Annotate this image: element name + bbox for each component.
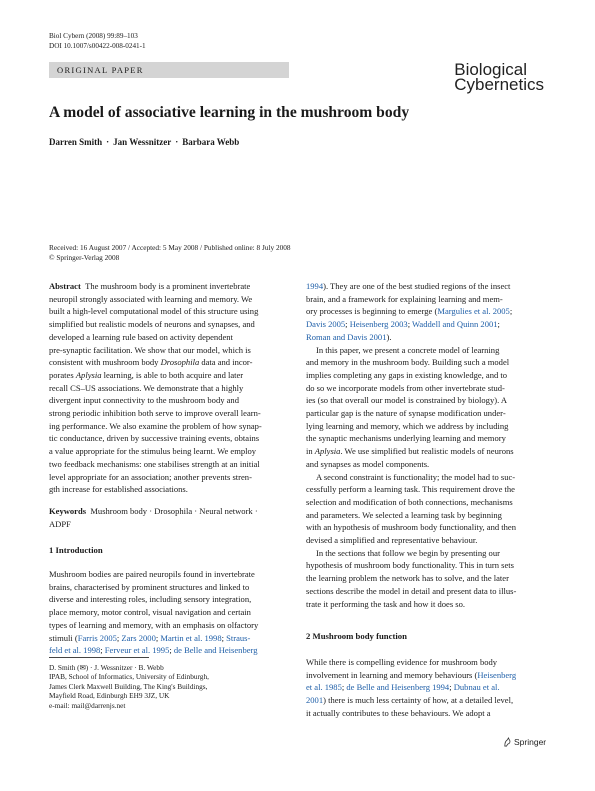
body-text: While there is compelling evidence for mushroom body [306, 657, 498, 667]
affiliation-names: D. Smith (✉) · J. Wessnitzer · B. Webb [49, 663, 164, 672]
abstract-text: gth increase for established associations. [49, 484, 188, 495]
dates-line: Received: 16 August 2007 / Accepted: 5 May 2008 / Published online: 8 July 2008 [49, 243, 291, 252]
affiliation-line: James Clerk Maxwell Building, The King's Buildings, [49, 681, 208, 691]
citation-link[interactable]: Zars 2000 [121, 632, 156, 643]
body-text: the synaptic mechanisms underlying learning and memory [306, 433, 506, 444]
abstract-text: recall CS–US associations. We demonstrate that a highly [49, 382, 244, 393]
intro-line: diverse and interesting roles, including sensory integration, [49, 594, 252, 605]
publication-dates [49, 243, 291, 263]
body-text: In this paper, we present a concrete model of learning [316, 344, 500, 355]
keywords-text: ADPF [49, 518, 71, 529]
body-text: and memory in the mushroom body. Building such a model [306, 357, 510, 368]
body-text: . We use simplified but realistic models of neurons [340, 446, 514, 457]
citation-link[interactable]: Davis 2005 [306, 319, 346, 330]
citation-link[interactable]: de Belle and Heisenberg [173, 645, 258, 656]
abstract-text: data and incor- [201, 357, 253, 368]
journal-citation: Biol Cybern (2008) 99:89–103 [49, 32, 138, 40]
author-list [49, 137, 239, 147]
abstract-text: a value appropriate for the stimulus being learnt. We employ [49, 446, 257, 457]
author-affiliation [49, 663, 209, 710]
body-text: ory processes is beginning to emerge ( [306, 306, 438, 317]
body-text: ). They are one of the best studied regions of the insect [323, 281, 511, 291]
body-text: trate it performing the task and how it does so. [306, 598, 466, 609]
author-separator: · [175, 137, 179, 147]
body-text: In the sections that follow we begin by presenting our [316, 547, 500, 558]
body-text: ) there is much less certainty of how, at a detailed level, [323, 695, 514, 706]
journal-logo [454, 62, 544, 92]
journal-logo-line2: Cybernetics [454, 75, 544, 94]
abstract-text: pre-synaptic facilitation. We show that our model, which is [49, 344, 251, 355]
body-text: in [306, 446, 313, 457]
citation-link[interactable]: Straus- [226, 632, 251, 643]
author-name: Jan Wessnitzer [113, 137, 172, 147]
section-heading-mushroom-body-function: 2 Mushroom body function [306, 631, 407, 641]
abstract-text: The mushroom body is a prominent invertebrate [85, 281, 251, 291]
citation-link[interactable]: Heisenberg 2003 [349, 319, 408, 330]
citation-link[interactable]: feld et al. 1998 [49, 645, 101, 656]
journal-logo-line1: Biological [454, 60, 527, 79]
body-text: and parameters. We selected a learning task by beginning [306, 509, 502, 520]
citation-link[interactable]: Waddell and Quinn 2001 [412, 319, 498, 330]
abstract-text: neuropil strongly associated with learning and memory. We [49, 293, 253, 304]
citation-link[interactable]: Ferveur et al. 1995 [104, 645, 170, 656]
body-text: implies completing any gaps in existing knowledge, and to [306, 369, 508, 380]
body-text: it actually contributes to these behaviours. We adopt a [306, 707, 491, 718]
body-text: the learning problem the network has to solve, and the later [306, 573, 509, 584]
abstract-text: tic conductance, driven by successive training events, obtains [49, 433, 260, 444]
citation-link[interactable]: 2001 [306, 695, 324, 706]
doi: DOI 10.1007/s00422-008-0241-1 [49, 42, 146, 50]
author-name: Darren Smith [49, 137, 103, 147]
abstract-text: divergent input connectivity to the mushroom body and [49, 395, 239, 406]
abstract-text: strong periodic inhibition both serve to improve overall learn- [49, 408, 261, 419]
citation-link[interactable]: et al. 1985 [306, 682, 342, 693]
body-text: cessfully perform a learning task. This requirement drove the [306, 484, 515, 495]
affiliation-email: e-mail: mail@darrenjs.net [49, 700, 126, 710]
body-text: particular gap is the nature of synapse modification under- [306, 408, 506, 419]
publisher-logo [503, 737, 546, 747]
springer-horse-icon [503, 737, 512, 747]
publisher-name: Springer [514, 737, 547, 747]
article-type-banner [49, 62, 289, 78]
article-type-label: ORIGINAL PAPER [57, 65, 144, 75]
copyright-line: © Springer-Verlag 2008 [49, 253, 120, 262]
keywords-text: Mushroom body · Drosophila · Neural network · [90, 506, 258, 516]
body-text: do so we incorporate models from other invertebrate stud- [306, 382, 505, 393]
author-separator: · [106, 137, 110, 147]
abstract-label: Abstract [49, 281, 81, 291]
keywords-label: Keywords [49, 506, 87, 516]
introduction-text: Mushroom bodies are paired neuropils found in invertebrate brains, characterised by prominent structures and linked to diverse and interesting roles, including sensory integration, place memory, motor control, visual navigation and certain types of learning and memory, with an emphasis on olfactory stimuli (Farris 2005; Zars 2000; Martin et al. 1998; Straus- feld et al. 1998; Ferveur et al. 1995; de Belle and Heisenberg [49, 568, 289, 657]
abstract-text: consistent with mushroom body [49, 357, 159, 368]
citation-link[interactable]: Dubnau et al. [453, 682, 500, 693]
intro-line: types of learning and memory, with an emphasis on olfactory [49, 619, 259, 630]
abstract-text: simplified but realistic models of neurons and synapses, and [49, 319, 255, 330]
section-two-text: While there is compelling evidence for mushroom body involvement in learning and memory behaviours (Heisenberg et al. 1985; de Belle and Heisenberg 1994; Dubnau et al. 2001) there is much less certainty of how, at a detailed level, it actually contributes to these behaviours. We adopt a [306, 656, 546, 720]
abstract-text: two feedback mechanisms: one stabilises strength at an initial [49, 458, 260, 469]
body-text: selection and modification of both connections, mechanisms [306, 496, 513, 507]
right-column-text: 1994). They are one of the best studied regions of the insect brain, and a framework for explaining learning and mem- ory processes is beginning to emerge (Margulies et al. 2005; Davis 2005; Heisenberg 2003; Waddell and Quinn 2001; Roman and Davis 2001). In this paper, we present a concrete model of learning and memory in the mushroom body. Building such a model implies completing any gaps in existing knowledge, and to do so we incorporate models from other invertebrate stud- ies (so that overall our model is constrained by biology). A particular gap is the nature of synapse modification under- lying learning and memory, which we address by including the synaptic mechanisms underlying learning and memory in Aplysia. We use simplified but realistic models of neurons and synapses as model components. A second constraint is functionality; the model had to suc- cessfully perform a learning task. This requirement drove the selection and modification of both connections, mechanisms and parameters. We selected a learning task by beginning with an hypothesis of mushroom body functionality, and then devised a simplified and representative behaviour. In the sections that follow we begin by presenting our hypothesis of mushroom body functionality. This in turn sets the learning problem the network has to solve, and the later sections describe the model in detail and present data to illus- trate it performing the task and how it does so. [306, 280, 546, 610]
body-text: lying learning and memory, which we address by including [306, 420, 509, 431]
species-name: Aplysia [314, 446, 341, 457]
body-text: brain, and a framework for explaining learning and mem- [306, 293, 503, 304]
citation-link[interactable]: Roman and Davis 2001 [306, 331, 387, 342]
author-name: Barbara Webb [182, 137, 240, 147]
citation-link[interactable]: Heisenberg [477, 669, 517, 680]
intro-line: stimuli ( [49, 632, 78, 643]
body-text: with an hypothesis of mushroom body functionality, and then [306, 522, 517, 533]
body-text: involvement in learning and memory behaviours ( [306, 669, 478, 680]
body-text: ies (so that overall our model is constrained by biology). A [306, 395, 508, 406]
citation-link[interactable]: Martin et al. 1998 [160, 632, 222, 643]
citation-link[interactable]: Farris 2005 [77, 632, 117, 643]
paper-title: A model of associative learning in the mushroom body [49, 104, 410, 121]
abstract-text: porates [49, 369, 74, 380]
intro-line: place memory, motor control, visual navigation and certain [49, 607, 251, 618]
body-text: hypothesis of mushroom body functionality. This in turn sets [306, 560, 514, 571]
footnote-rule [49, 657, 149, 658]
body-text: A second constraint is functionality; the model had to suc- [316, 471, 516, 482]
abstract-text: ing performance. We also examine the problem of how synap- [49, 420, 262, 431]
body-text: sections describe the model in detail and present data to illus- [306, 585, 517, 596]
abstract-text: learning, is able to both acquire and later [103, 369, 244, 380]
keywords [49, 505, 289, 530]
citation-link[interactable]: de Belle and Heisenberg 1994 [346, 682, 450, 693]
abstract-text: built a high-level computational model of this structure using [49, 306, 259, 317]
intro-line: Mushroom bodies are paired neuropils found in invertebrate [49, 569, 255, 579]
abstract-text: developed a learning rule based on activity dependent [49, 331, 233, 342]
species-name: Drosophila [160, 357, 200, 368]
affiliation-line: Mayfield Road, Edinburgh EH9 3JZ, UK [49, 691, 170, 701]
abstract-text: level appropriate for an association; another prevents stren- [49, 471, 252, 482]
affiliation-line: IPAB, School of Informatics, University of Edinburgh, [49, 672, 209, 682]
citation-link[interactable]: 1994 [306, 281, 324, 291]
intro-line: brains, characterised by prominent structures and linked to [49, 581, 250, 592]
citation-link[interactable]: Margulies et al. 2005 [437, 306, 510, 317]
species-name: Aplysia [75, 369, 102, 380]
section-heading-introduction: 1 Introduction [49, 545, 103, 555]
body-text: and synapses as model components. [306, 458, 430, 469]
abstract [49, 280, 289, 496]
body-text: devised a simplified and representative behaviour. [306, 535, 478, 546]
